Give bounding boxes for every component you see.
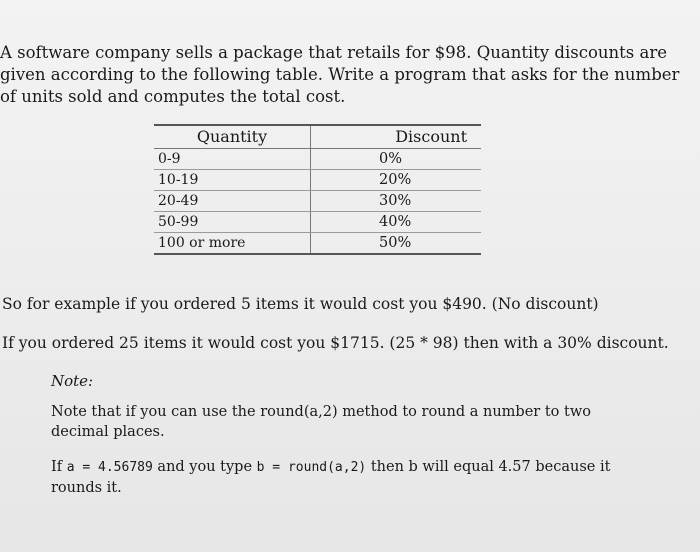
discount-table <box>154 124 481 255</box>
example-with-discount: If you ordered 25 items it would cost you $1715. (25 * 98) then with a 30% discount. <box>2 334 669 352</box>
cell-quantity: 20-49 <box>154 191 311 211</box>
cell-discount: 50% <box>379 235 412 251</box>
cell-quantity: 10-19 <box>154 170 311 190</box>
table-row <box>154 191 481 212</box>
cell-discount: 0% <box>379 151 403 167</box>
table-row <box>154 233 481 253</box>
note-prefix: If <box>51 459 67 475</box>
code-assign-a: a = 4.56789 <box>66 460 153 475</box>
cell-discount: 40% <box>379 214 412 230</box>
code-round-call: b = round(a,2) <box>256 460 367 475</box>
note-mid: and you type <box>152 459 257 475</box>
problem-intro: A software company sells a package that retails for $98. Quantity discounts are given according to the following table. Write a program that asks for the number of units sold and computes the total cost. <box>0 43 680 106</box>
header-quantity: Quantity <box>154 126 311 148</box>
note-round-method: Note that if you can use the round(a,2) method to round a number to two decimal places. <box>51 404 591 440</box>
note-suffix: then b will equal 4.57 because it rounds it. <box>51 459 611 496</box>
table-row <box>154 212 481 233</box>
table-row <box>154 149 481 170</box>
header-discount: Discount <box>395 127 467 146</box>
note-round-example <box>51 457 631 498</box>
cell-quantity: 100 or more <box>154 233 311 253</box>
example-no-discount: So for example if you ordered 5 items it would cost you $490. (No discount) <box>2 295 599 313</box>
cell-discount: 20% <box>379 172 412 188</box>
table-row <box>154 170 481 191</box>
table-header <box>154 126 481 149</box>
cell-quantity: 50-99 <box>154 212 311 232</box>
cell-discount: 30% <box>379 193 412 209</box>
note-label: Note: <box>51 372 94 390</box>
cell-quantity: 0-9 <box>154 149 311 169</box>
